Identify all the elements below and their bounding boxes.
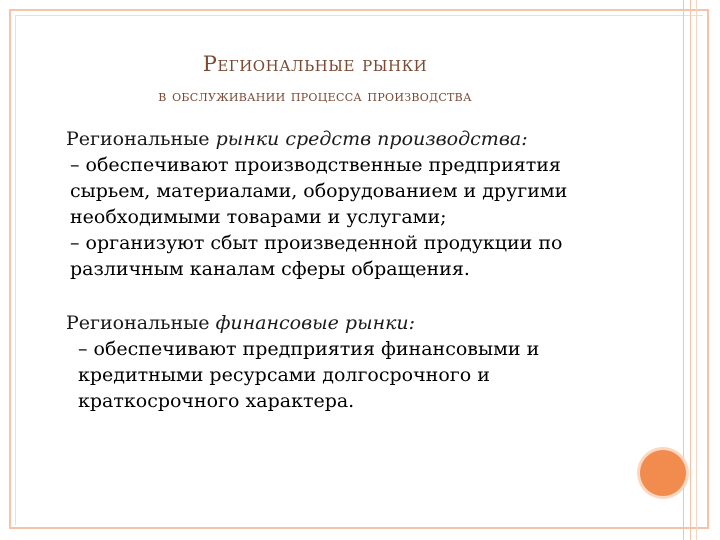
slide-body: [66, 126, 636, 414]
list-item: – обеспечивают производственные предприятия сырьем, материалами, оборудованием и другими необходимыми товарами и услугами;: [70, 154, 568, 228]
orange-circle-icon: [640, 450, 686, 496]
slide-title: Региональные рынки: [202, 52, 428, 76]
slide-subtitle: в обслуживании процесса производства: [158, 86, 472, 105]
heading-plain: Региональные: [66, 128, 216, 150]
heading-italic: финансовые рынки:: [215, 312, 416, 334]
section-heading-production-markets: [66, 126, 636, 152]
list-item: – обеспечивают предприятия финансовыми и кредитными ресурсами долгосрочного и краткосрочного характера.: [78, 338, 540, 412]
list-item: – организуют сбыт произведенной продукции по различным каналам сферы обращения.: [70, 232, 563, 280]
heading-plain: Региональные: [66, 312, 216, 334]
decorative-line: [690, 0, 691, 540]
section-heading-financial-markets: [66, 310, 636, 336]
heading-italic: рынки средств производства:: [215, 128, 528, 150]
decorative-line: [696, 0, 697, 540]
decorative-line: [683, 0, 684, 540]
